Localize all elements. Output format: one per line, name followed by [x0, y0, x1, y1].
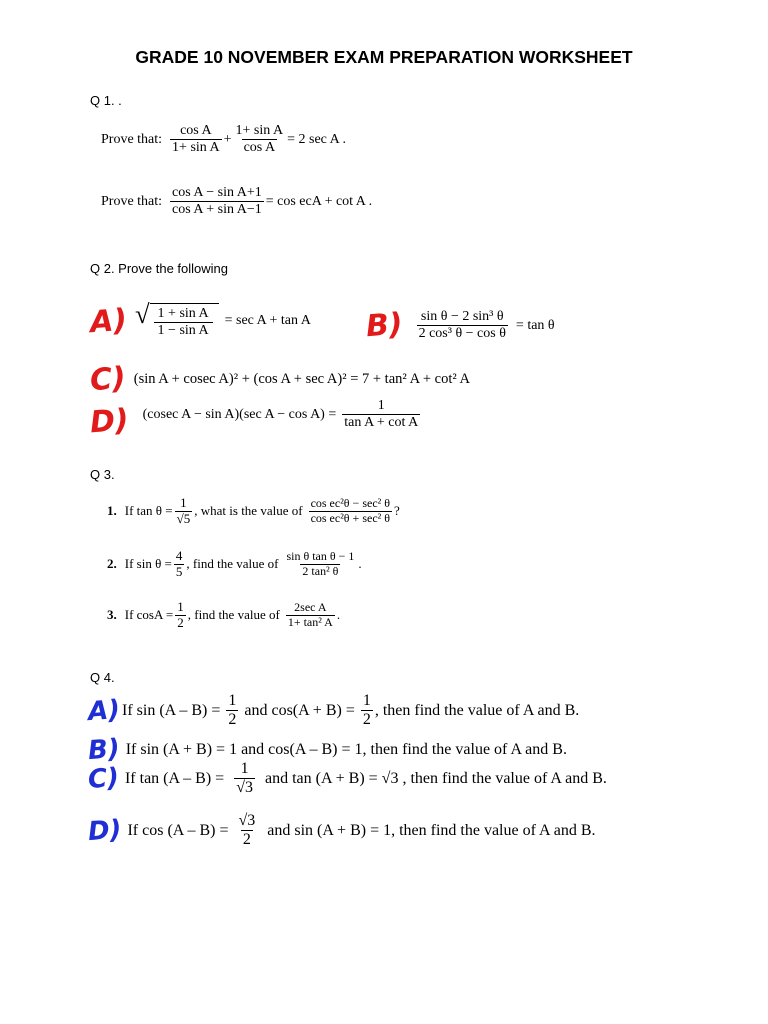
q4-c-fraction	[234, 760, 255, 798]
q2-c-text: (sin A + cosec A)² + (cos A + sec A)² = 7 + tan² A + cot² A	[133, 371, 471, 387]
item-end: .	[358, 556, 362, 572]
q4-a-text-3: , then find the value of A and B.	[374, 701, 580, 719]
q1-proof-1	[101, 123, 346, 156]
fraction-numerator: cos ec²θ − sec² θ	[310, 496, 390, 511]
part-marker-c: C)	[86, 762, 120, 795]
q1-proof-2	[101, 185, 372, 218]
part-marker-a: A)	[88, 302, 129, 340]
question-2-label: Q 2. Prove the following	[90, 261, 229, 276]
square-root	[134, 299, 219, 339]
part-marker-d: D)	[86, 814, 123, 848]
q4-b-text: If sin (A + B) = 1 and cos(A – B) = 1, then find the value of A and B.	[125, 741, 567, 758]
fraction-numerator: 1	[180, 495, 187, 510]
fraction-numerator: 1	[177, 599, 184, 614]
fraction-numerator: √3	[238, 812, 256, 829]
fraction-denominator: 5	[175, 563, 183, 579]
item-number: 3.	[107, 607, 117, 623]
given-fraction	[175, 600, 186, 631]
q4-d-text-1: If cos (A – B) =	[127, 821, 229, 839]
fraction-denominator: cos ec²θ + sec² θ	[310, 510, 390, 525]
q2-part-b	[366, 308, 555, 343]
q2-d-lhs: (cosec A − sin A)(sec A − cos A) =	[142, 406, 337, 422]
q4-c-text-1: If tan (A – B) =	[124, 769, 225, 787]
q4-a-fraction-1	[226, 692, 238, 730]
fraction-denominator: 2 tan² θ	[302, 563, 339, 578]
q2-d-fraction	[342, 398, 420, 431]
q1-proof-2-fraction	[170, 185, 264, 218]
q4-a-text-2: and cos(A + B) =	[244, 701, 355, 719]
expression-fraction	[309, 497, 392, 526]
item-lead: If sin θ =	[124, 556, 172, 572]
fraction-denominator: cos A + sin A−1	[172, 202, 262, 218]
q1-proof-1-fraction-2	[234, 123, 286, 156]
part-marker-d: D)	[88, 402, 130, 441]
q1-proof-1-lead: Prove that:	[101, 131, 163, 147]
fraction-numerator: 1	[228, 692, 237, 709]
q1-proof-1-fraction-1	[170, 123, 222, 156]
q2-b-fraction	[417, 309, 508, 342]
question-1-label: Q 1. .	[90, 93, 122, 108]
q2-a-rhs: = sec A + tan A	[224, 313, 311, 329]
fraction-denominator: 2	[228, 711, 237, 729]
fraction-numerator: 1	[362, 692, 371, 709]
fraction-denominator: 2	[177, 614, 184, 630]
fraction-numerator: 1 + sin A	[157, 306, 209, 321]
fraction-denominator: cos A	[243, 140, 276, 156]
fraction-denominator: 2	[242, 831, 251, 849]
q2-part-d	[90, 390, 422, 439]
part-marker-b: B)	[86, 733, 121, 767]
fraction-denominator: 2 cos³ θ − cos θ	[418, 326, 506, 341]
fraction-numerator: sin θ − 2 sin³ θ	[420, 308, 504, 324]
radical-sign-icon: √	[134, 299, 150, 329]
item-end: .	[336, 607, 341, 623]
part-marker-b: B)	[364, 306, 404, 345]
fraction-numerator: cos A	[180, 123, 212, 138]
item-middle: , find the value of	[187, 607, 280, 623]
q4-a-text-1: If sin (A – B) =	[122, 701, 221, 719]
item-number: 2.	[107, 556, 117, 572]
q2-part-a	[88, 299, 311, 340]
expression-fraction	[286, 601, 335, 630]
plus-sign: +	[223, 131, 232, 147]
fraction-numerator: 1	[377, 397, 385, 413]
q4-c-text-2: and tan (A + B) = √3 , then find the value of A and B.	[264, 769, 607, 787]
q4-a-fraction-2	[361, 692, 373, 730]
fraction-denominator: √5	[176, 510, 191, 526]
part-marker-a: A)	[86, 694, 122, 727]
page-title: GRADE 10 NOVEMBER EXAM PREPARATION WORKSHEET	[135, 47, 633, 67]
given-fraction	[174, 549, 185, 580]
given-fraction	[175, 496, 193, 527]
expression-fraction	[284, 550, 356, 579]
q3-item-3	[107, 600, 340, 631]
item-middle: , what is the value of	[194, 503, 303, 519]
q4-part-d	[88, 812, 596, 850]
item-lead: If tan θ =	[124, 503, 173, 519]
q1-proof-2-rhs: = cos ecA + cot A .	[265, 193, 373, 209]
item-end: ?	[394, 503, 400, 519]
item-lead: If cosA =	[124, 607, 174, 623]
question-3-label: Q 3.	[90, 467, 115, 482]
fraction-numerator: 4	[175, 548, 183, 563]
fraction-numerator: 1+ sin A	[235, 123, 284, 138]
fraction-denominator: 1+ sin A	[172, 140, 220, 156]
part-marker-c: C)	[88, 360, 127, 399]
fraction-denominator: 1 − sin A	[154, 322, 213, 339]
item-number: 1.	[107, 503, 117, 519]
q4-d-text-2: and sin (A + B) = 1, then find the value of A and B.	[267, 821, 596, 839]
q3-item-1	[107, 496, 400, 527]
q3-item-2	[107, 549, 362, 580]
q2-a-fraction	[154, 306, 213, 339]
q4-d-fraction	[236, 812, 257, 850]
fraction-numerator: sin θ tan θ − 1	[286, 549, 355, 564]
question-4-label: Q 4.	[90, 670, 115, 685]
item-middle: , find the value of	[186, 556, 279, 572]
fraction-numerator: cos A − sin A+1	[172, 185, 262, 200]
fraction-numerator: 2sec A	[294, 600, 327, 615]
fraction-denominator: 2	[362, 711, 371, 729]
q1-proof-1-rhs: = 2 sec A .	[287, 131, 346, 147]
fraction-denominator: √3	[236, 779, 253, 797]
q4-part-c	[88, 760, 607, 798]
q4-part-a	[88, 692, 579, 730]
fraction-denominator: 1+ tan² A	[287, 614, 333, 629]
q2-b-rhs: = tan θ	[515, 317, 555, 333]
fraction-numerator: 1	[240, 760, 249, 777]
fraction-denominator: tan A + cot A	[344, 415, 419, 430]
q1-proof-2-lead: Prove that:	[101, 193, 163, 209]
